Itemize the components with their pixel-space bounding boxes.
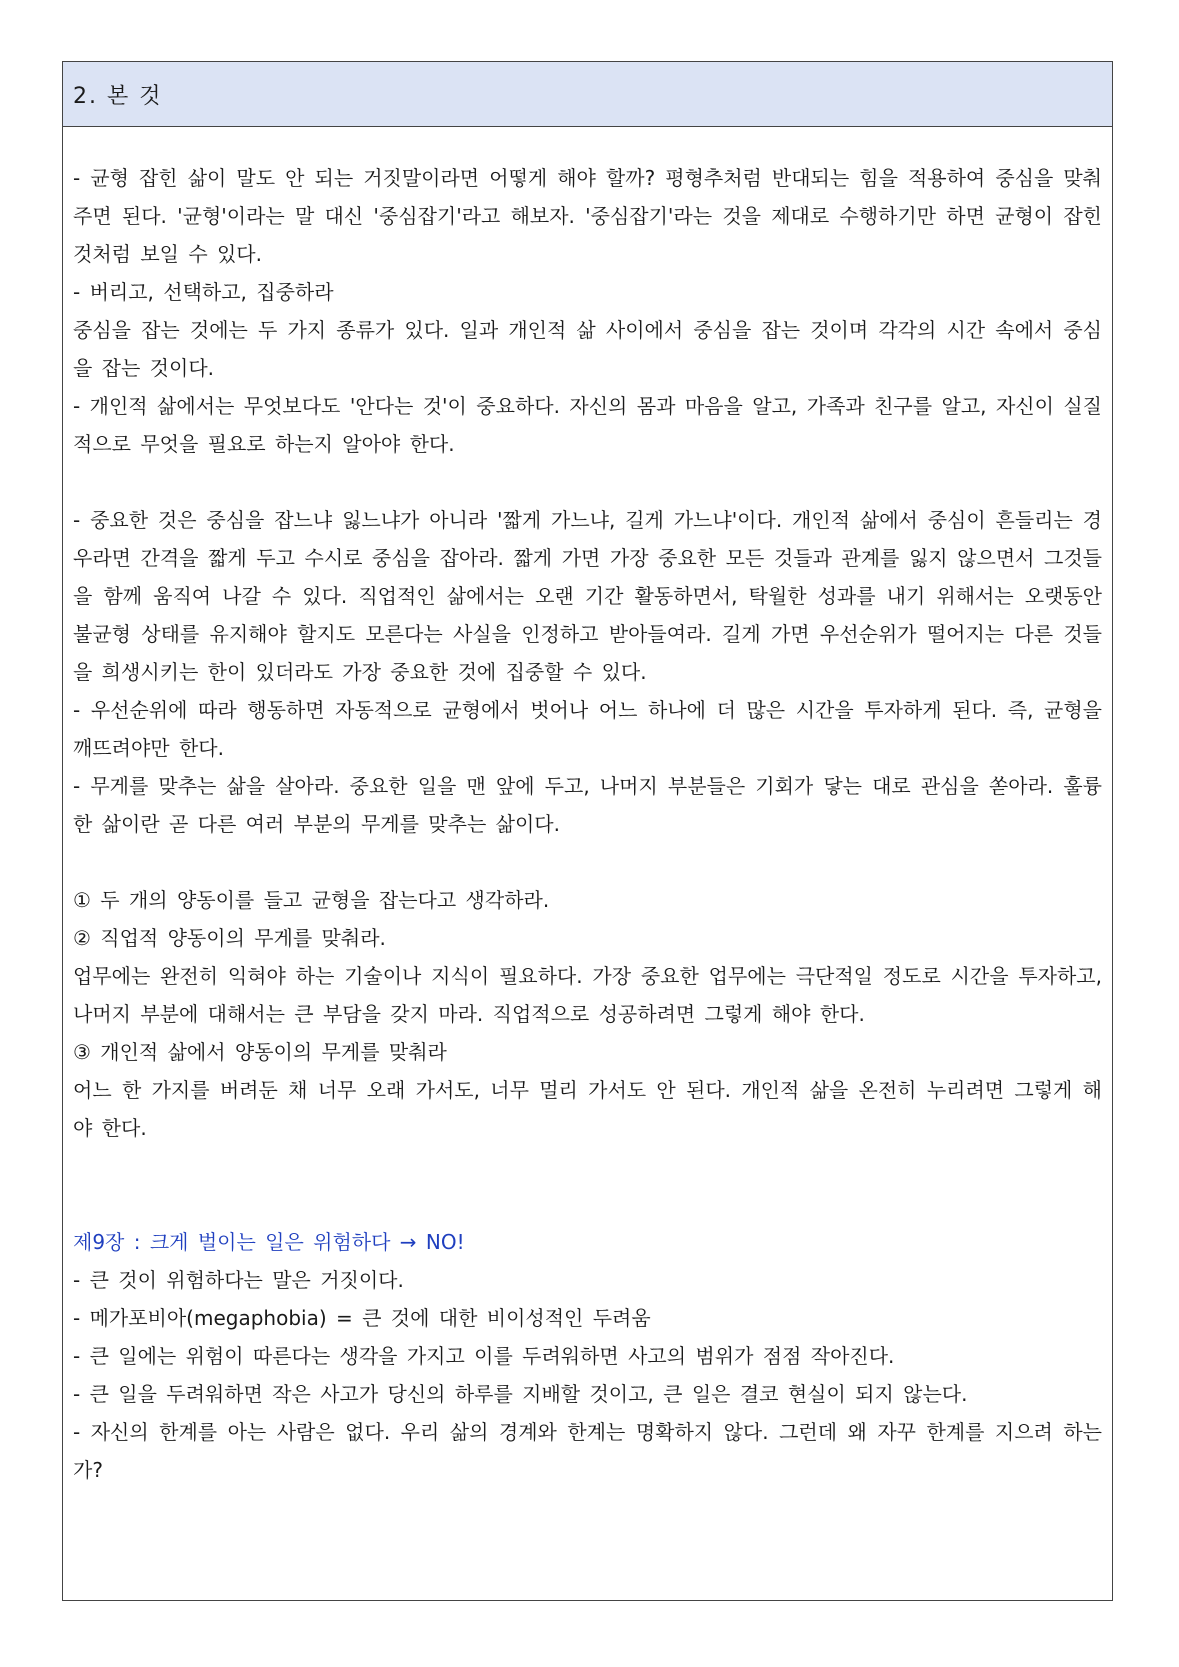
- content-box: [62, 61, 1113, 1601]
- section-header: [63, 62, 1112, 127]
- paragraph: 업무에는 완전히 익혀야 하는 기술이나 지식이 필요하다. 가장 중요한 업무에는 극단적일 정도로 시간을 투자하고, 나머지 부분에 대해서는 큰 부담을 갖지 마라. 직업적으로 성공하려면 그렇게 해야 한다.: [73, 964, 1102, 1026]
- numbered-heading: ③ 개인적 삶에서 양동이의 무게를 맞춰라: [73, 1040, 447, 1064]
- paragraph: - 중요한 것은 중심을 잡느냐 잃느냐가 아니라 '짧게 가느냐, 길게 가느냐'이다. 개인적 삶에서 중심이 흔들리는 경우라면 간격을 짧게 두고 수시로 중심을 잡아라. 짧게 가면 가장 중요한 모든 것들과 관계를 잃지 않으면서 그것들을 함께 움직여 나갈 수 있다. 직업적인 삶에서는 오랜 기간 활동하면서, 탁월한 성과를 내기 위해서는 오랫동안 불균형 상태를 유지해야 할지도 모른다는 사실을 인정하고 받아들여라. 길게 가면 우선순위가 떨어지는 다른 것들을 희생시키는 한이 있더라도 가장 중요한 것에 집중할 수 있다.: [73, 508, 1102, 684]
- numbered-heading: ② 직업적 양동이의 무게를 맞춰라.: [73, 926, 386, 950]
- paragraph: - 개인적 삶에서는 무엇보다도 '안다는 것'이 중요하다. 자신의 몸과 마음을 알고, 가족과 친구를 알고, 자신이 실질적으로 무엇을 필요로 하는지 알아야 한다.: [73, 394, 1102, 456]
- section-title: 2. 본 것: [73, 83, 163, 109]
- paragraph: - 무게를 맞추는 삶을 살아라. 중요한 일을 맨 앞에 두고, 나머지 부분들은 기회가 닿는 대로 관심을 쏟아라. 훌륭한 삶이란 곧 다른 여러 부분의 무게를 맞추는 삶이다.: [73, 774, 1102, 836]
- paragraph: 중심을 잡는 것에는 두 가지 종류가 있다. 일과 개인적 삶 사이에서 중심을 잡는 것이며 각각의 시간 속에서 중심을 잡는 것이다.: [73, 318, 1102, 380]
- section-body: [63, 127, 1112, 1489]
- paragraph: - 우선순위에 따라 행동하면 자동적으로 균형에서 벗어나 어느 하나에 더 많은 시간을 투자하게 된다. 즉, 균형을 깨뜨려야만 한다.: [73, 698, 1102, 760]
- chapter-title: 제9장 : 크게 벌이는 일은 위험하다 → NO!: [73, 1230, 465, 1254]
- spacer: [73, 843, 1102, 881]
- spacer: [73, 463, 1102, 501]
- list-item: - 자신의 한계를 아는 사람은 없다. 우리 삶의 경계와 한계는 명확하지 않다. 그런데 왜 자꾸 한계를 지으려 하는가?: [73, 1420, 1102, 1482]
- paragraph: - 버리고, 선택하고, 집중하라: [73, 280, 334, 304]
- list-item: - 큰 것이 위험하다는 말은 거짓이다.: [73, 1268, 404, 1292]
- numbered-heading: ① 두 개의 양동이를 들고 균형을 잡는다고 생각하라.: [73, 888, 550, 912]
- paragraph: - 균형 잡힌 삶이 말도 안 되는 거짓말이라면 어떻게 해야 할까? 평형추처럼 반대되는 힘을 적용하여 중심을 맞춰주면 된다. '균형'이라는 말 대신 '중심잡기'라고 해보자. '중심잡기'라는 것을 제대로 수행하기만 하면 균형이 잡힌 것처럼 보일 수 있다.: [73, 166, 1102, 266]
- list-item: - 큰 일을 두려워하면 작은 사고가 당신의 하루를 지배할 것이고, 큰 일은 결코 현실이 되지 않는다.: [73, 1382, 968, 1406]
- list-item: - 큰 일에는 위험이 따른다는 생각을 가지고 이를 두려워하면 사고의 범위가 점점 작아진다.: [73, 1344, 895, 1368]
- paragraph: 어느 한 가지를 버려둔 채 너무 오래 가서도, 너무 멀리 가서도 안 된다. 개인적 삶을 온전히 누리려면 그렇게 해야 한다.: [73, 1078, 1102, 1140]
- spacer: [73, 1147, 1102, 1223]
- list-item: - 메가포비아(megaphobia) = 큰 것에 대한 비이성적인 두려움: [73, 1306, 651, 1330]
